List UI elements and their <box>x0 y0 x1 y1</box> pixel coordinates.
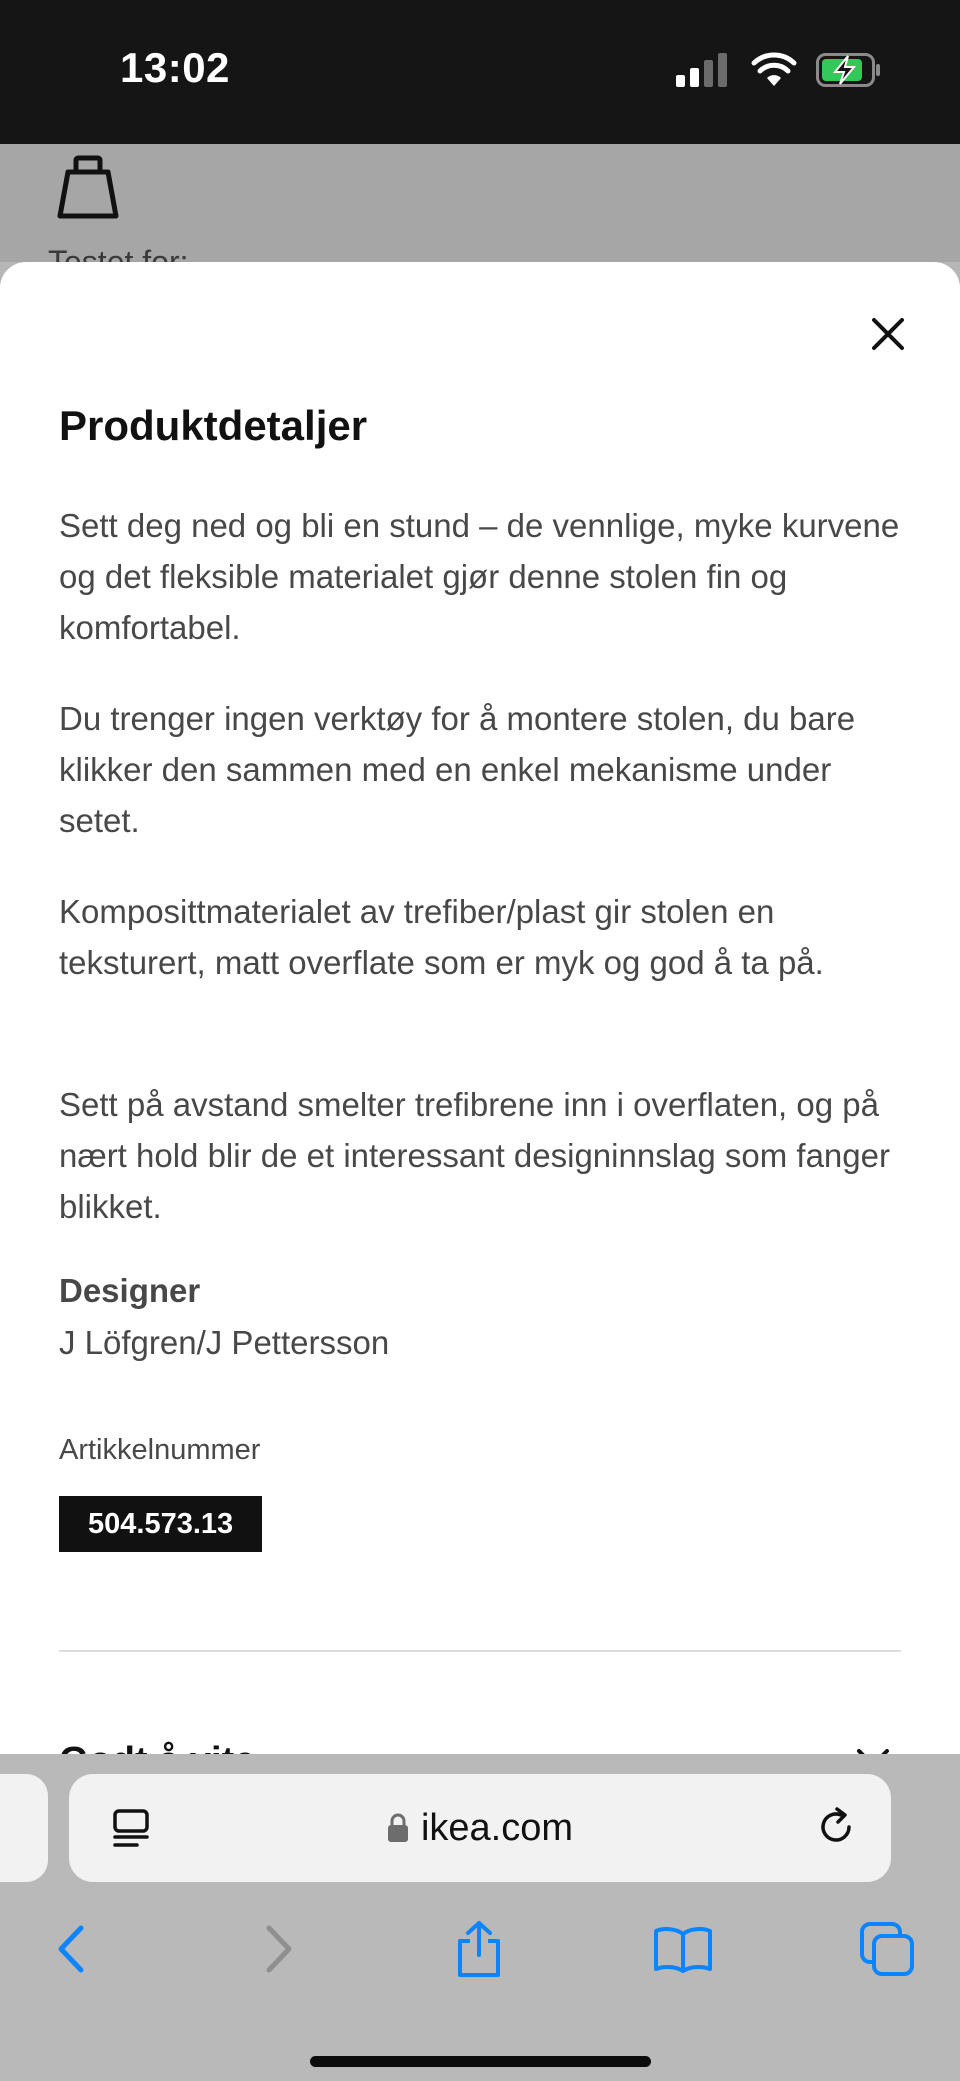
chevron-left-icon <box>56 1925 86 1973</box>
description-paragraph: Sett deg ned og bli en stund – de vennlige, myke kurvene og det fleksible materialet gjør denne stolen fin og komfortabel. <box>59 507 900 646</box>
weight-icon <box>56 154 120 220</box>
bookmarks-button[interactable] <box>648 1914 718 1984</box>
description-paragraph: Komposittmaterialet av trefiber/plast gir stolen en teksturert, matt overflate som er myk og god å ta på. <box>59 893 824 981</box>
forward-button[interactable] <box>244 1914 314 1984</box>
wifi-icon <box>752 53 796 87</box>
cellular-signal-icon <box>676 53 732 87</box>
background-page <box>0 144 960 262</box>
url-text: ikea.com <box>420 1806 574 1849</box>
article-number-label: Artikkelnummer <box>59 1434 261 1466</box>
share-icon <box>454 1919 504 1979</box>
home-indicator[interactable] <box>310 2056 651 2067</box>
battery-charging-icon <box>816 53 882 87</box>
lock-icon <box>387 1813 409 1843</box>
previous-tab-peek[interactable] <box>0 1774 48 1882</box>
back-button[interactable] <box>36 1914 106 1984</box>
share-button[interactable] <box>444 1914 514 1984</box>
status-icons <box>676 50 882 90</box>
status-time: 13:02 <box>120 44 230 91</box>
browser-toolbar <box>0 1754 960 2081</box>
status-bar <box>0 0 960 144</box>
address-bar[interactable] <box>69 1774 891 1882</box>
chevron-right-icon <box>264 1925 294 1973</box>
close-button[interactable] <box>860 306 916 362</box>
tabs-button[interactable] <box>852 1914 922 1984</box>
designer-value: J Löfgren/J Pettersson <box>59 1324 390 1361</box>
sheet-title: Produktdetaljer <box>59 402 368 449</box>
close-icon <box>871 317 905 351</box>
section-divider <box>59 1650 901 1652</box>
designer-label: Designer <box>59 1272 201 1309</box>
article-number-badge: 504.573.13 <box>59 1496 262 1552</box>
product-details-sheet <box>0 262 960 1754</box>
url-display[interactable] <box>69 1774 891 1882</box>
tabs-overview-icon <box>859 1921 915 1977</box>
description-paragraph: Sett på avstand smelter trefibrene inn i overflaten, og på nært hold blir de et interessant designinnslag som fanger blikket. <box>59 1086 890 1225</box>
reload-icon[interactable] <box>815 1806 857 1848</box>
description-paragraph: Du trenger ingen verktøy for å montere stolen, du bare klikker den sammen med en enkel mekanisme under setet. <box>59 700 856 839</box>
bookmarks-book-icon <box>653 1924 713 1974</box>
